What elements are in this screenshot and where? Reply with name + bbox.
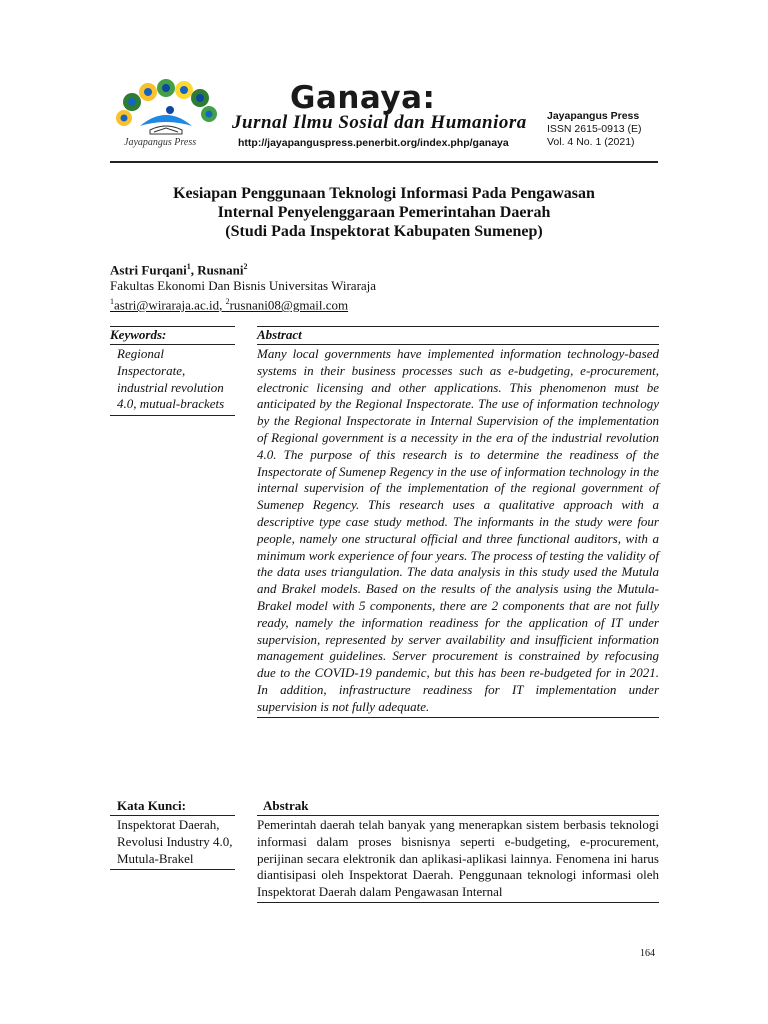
email-1[interactable]: astri@wiraraja.ac.id [114, 297, 220, 313]
title-line-1: Kesiapan Penggunaan Teknologi Informasi Pada Pengawasan [173, 185, 595, 202]
affiliation: Fakultas Ekonomi Dan Bisnis Universitas Wiraraja [110, 278, 377, 294]
journal-meta [547, 110, 642, 149]
author-names [110, 259, 376, 278]
volume-info: Vol. 4 No. 1 (2021) [547, 136, 635, 148]
abstract-label: Abstract [257, 327, 659, 345]
email-separator: , [219, 297, 226, 313]
journal-header [110, 78, 658, 164]
publisher-name: Jayapangus Press [547, 110, 640, 122]
author-block [110, 259, 376, 314]
journal-subtitle: Jurnal Ilmu Sosial dan Humaniora [232, 112, 527, 133]
article-title [110, 184, 658, 241]
journal-name: Ganaya: [290, 80, 436, 116]
keywords-section [110, 326, 235, 416]
peacock-logo [110, 78, 228, 154]
author-1: Astri Furqani [110, 262, 187, 278]
title-line-2: Internal Penyelenggaraan Pemerintahan Daerah [217, 204, 551, 221]
kata-kunci-text: Inspektorat Daerah, Revolusi Industry 4.0, Mutula-Brakel [110, 816, 235, 870]
author-separator: , [190, 262, 198, 278]
keywords-text: Regional Inspectorate, industrial revolution 4.0, mutual-brackets [110, 345, 235, 416]
abstract-text: Many local governments have implemented information technology-based systems in their business processes such as e-budgeting, e-procurement, electronic licensing and other applications. This phenomenon must be anticipated by the Regional Inspectorate. The use of information technology by the Regional Inspectorate in Internal Supervision of the implementation of Regional government is a necessity in the era of the industrial revolution 4.0. The purpose of this research is to determine the readiness of the Inspectorate of Sumenep Regency in the use of information technology in the internal supervision of the implementation of the regional government of Sumenep Regency. This research uses a qualitative approach with a descriptive type case study method. The informants in the study were four people, namely one structural official and three functional auditors, with a minimum work experience of four years. The process of testing the validity of the data uses triangulation. The data analysis in this study used the Mutula and Brakel models. Based on the results of the analysis using the Mutula-Brakel model with 5 components, there are 2 components that are not fully ready, namely the information readiness for the application of IT under supervision, represented by server availability and insufficient information management guidelines. Server procurement is constrained by refocusing due to the COVID-19 pandemic, but this has been re-budgeted for in 2021. In addition, infrastructure readiness for IT implementation under supervision is not fully adequate. [257, 345, 659, 718]
keywords-label: Keywords: [110, 327, 235, 345]
page-number: 164 [640, 948, 655, 959]
abstract-section [257, 326, 659, 718]
kata-kunci-label: Kata Kunci: [110, 798, 235, 816]
author-2-sup: 2 [243, 262, 248, 271]
issn: ISSN 2615-0913 (E) [547, 123, 642, 135]
abstrak-section [257, 798, 659, 903]
abstrak-text: Pemerintah daerah telah banyak yang menerapkan sistem berbasis teknologi informasi dalam proses bisnisnya seperti e-budgeting, e-procurement, perijinan secara elektronik dan aplikasi-aplikasi lainnya. Fenomena ini harus diantisipasi oleh Inspektorat Daerah. Penggunaan teknologi informasi oleh Inspektorat Daerah dalam Pengawasan Internal [257, 816, 659, 903]
journal-url[interactable]: http://jayapanguspress.penerbit.org/index.php/ganaya [238, 137, 509, 149]
author-2: Rusnani [197, 262, 244, 278]
kata-kunci-section [110, 798, 235, 870]
author-1-sup: 1 [186, 262, 191, 271]
email-2[interactable]: rusnani08@gmail.com [229, 297, 349, 313]
logo-text: Jayapangus Press [124, 137, 197, 148]
abstrak-label: Abstrak [257, 798, 659, 816]
email-1-sup: 1 [110, 297, 114, 307]
title-line-3: (Studi Pada Inspektorat Kabupaten Sumenep) [225, 223, 543, 240]
email-2-sup: 2 [225, 297, 230, 307]
header-divider [110, 161, 658, 163]
author-emails [110, 294, 376, 313]
